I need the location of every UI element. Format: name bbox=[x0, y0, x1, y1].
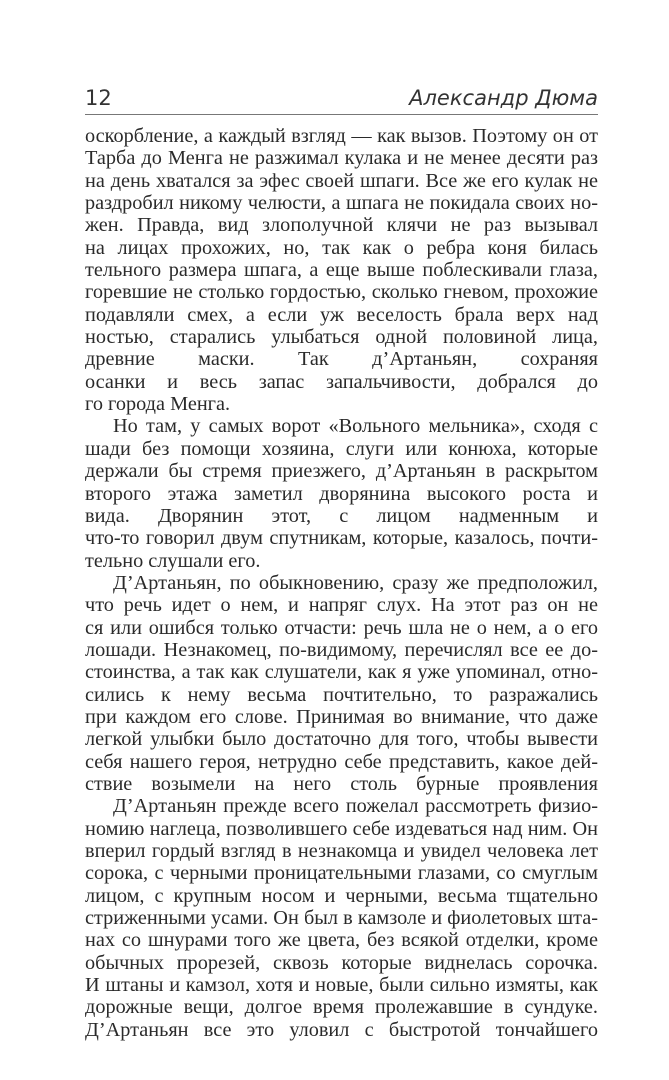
text-line: на день хватался за эфес своей шпаги. Все же его кулак не bbox=[85, 169, 598, 192]
text-line: сились к нему весьма почтительно, то разражались bbox=[85, 683, 598, 706]
text-line: ся или ошибся только отчасти: речь шла не о нем, а о его bbox=[85, 616, 598, 639]
text-line: что-то говорил двум спутникам, которые, казалось, почти- bbox=[85, 527, 598, 550]
text-line: сорока, с черными проницательными глазами, со смуглым bbox=[85, 862, 598, 885]
paragraph bbox=[85, 572, 598, 795]
text-line: лошади. Незнакомец, по-видимому, перечислял все ее до- bbox=[85, 638, 598, 661]
text-line: Д’Артаньян, по обыкновению, сразу же предположил, bbox=[113, 571, 598, 594]
text-line: подавляли смех, а если уж веселость брала верх над bbox=[85, 303, 598, 326]
text-line: вида. Дворянин этот, с лицом надменным и bbox=[85, 504, 598, 527]
text-line: оскорбление, а каждый взгляд — как вызов. Поэтому он от bbox=[85, 125, 598, 147]
text-line: шади без помощи хозяина, слуги или конюха, которые bbox=[85, 437, 598, 460]
text-line: при каждом его слове. Принимая во внимание, что даже bbox=[85, 705, 598, 728]
page-number: 12 bbox=[85, 86, 112, 110]
text-line: Но там, у самых ворот «Вольного мельника», сходя с bbox=[113, 415, 598, 438]
text-line: тельно слушали его. bbox=[85, 549, 261, 572]
text-line: Д’Артаньян все это уловил с быстротой тончайшего bbox=[85, 1018, 598, 1041]
text-line: Д’Артаньян прежде всего пожелал рассмотреть физио- bbox=[113, 795, 598, 818]
text-line: держали бы стремя приезжего, д’Артаньян в раскрытом bbox=[85, 460, 598, 483]
running-title: Александр Дюма bbox=[409, 86, 598, 110]
text-line: жен. Правда, вид злополучной клячи не раз вызывал bbox=[85, 214, 598, 237]
text-line: стриженными усами. Он был в камзоле и фиолетовых шта- bbox=[85, 907, 598, 930]
text-line: лицом, с крупным носом и черными, весьма тщательно bbox=[85, 884, 598, 907]
text-line: себя нашего героя, нетрудно себе представить, какое дей- bbox=[85, 750, 598, 773]
text-line: второго этажа заметил дворянина высокого роста и bbox=[85, 482, 598, 505]
paragraph bbox=[85, 415, 598, 571]
paragraph bbox=[85, 795, 598, 1041]
text-line: древние маски. Так д’Артаньян, сохраняя bbox=[85, 348, 598, 371]
text-line: на лицах прохожих, но, так как о ребра коня билась bbox=[85, 236, 598, 259]
paragraph bbox=[85, 125, 598, 415]
text-line: легкой улыбки было достаточно для того, чтобы вывести bbox=[85, 728, 598, 751]
text-line: го города Менга. bbox=[85, 393, 231, 416]
text-line: дорожные вещи, долгое время пролежавшие в сундуке. bbox=[85, 996, 598, 1019]
text-line: нах со шнурами того же цвета, без всякой отделки, кроме bbox=[85, 929, 598, 952]
page-body-text bbox=[85, 125, 598, 1041]
text-line: обычных прорезей, сквозь которые виднелась сорочка. bbox=[85, 951, 598, 974]
text-line: тельного размера шпага, а еще выше поблескивали глаза, bbox=[85, 259, 598, 282]
text-line: Тарба до Менга не разжимал кулака и не менее десяти раз bbox=[85, 147, 598, 170]
text-line: стоинства, а так как слушатели, как я уже упоминал, отно- bbox=[85, 661, 598, 684]
text-line: ствие возымели на него столь бурные проявления bbox=[85, 772, 598, 795]
text-line: осанки и весь запас запальчивости, добрался до bbox=[85, 370, 598, 393]
text-line: горевшие не столько гордостью, сколько гневом, прохожие bbox=[85, 281, 598, 304]
text-line: раздробил никому челюсти, а шпага не покидала своих но- bbox=[85, 192, 598, 215]
text-line: номию наглеца, позволившего себе издеваться над ним. Он bbox=[85, 817, 598, 840]
text-line: что речь идет о нем, и напряг слух. На этот раз он не bbox=[85, 594, 598, 617]
text-line: И штаны и камзол, хотя и новые, были сильно измяты, как bbox=[85, 974, 598, 997]
text-line: вперил гордый взгляд в незнакомца и увидел человека лет bbox=[85, 840, 598, 862]
text-line: ностью, старались улыбаться одной половиной лица, bbox=[85, 326, 598, 349]
running-header bbox=[85, 86, 598, 115]
